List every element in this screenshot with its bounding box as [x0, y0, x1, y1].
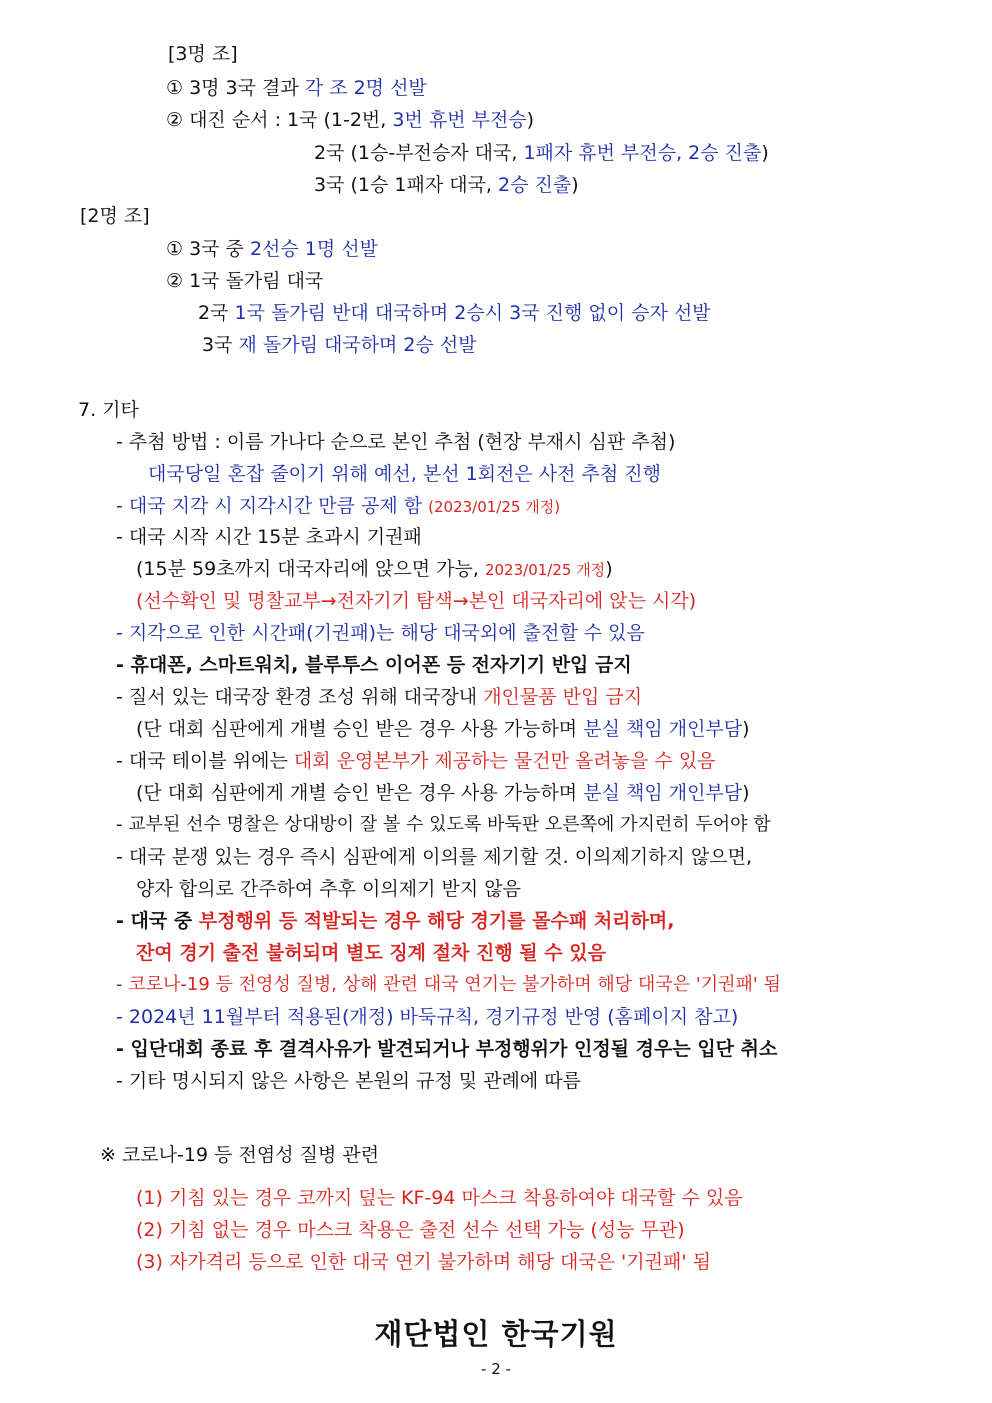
page-number: - 2 - [481, 1360, 511, 1378]
rule-dispute: - 대국 분쟁 있는 경우 즉시 심판에게 이의를 제기할 것. 이의제기하지 않으면, [116, 846, 752, 868]
rule-table-items-note: (단 대회 심판에게 개별 승인 받은 경우 사용 가능하며 분실 책임 개인부담) [136, 782, 750, 804]
rule-misconduct: - 대국 중 부정행위 등 적발되는 경우 해당 경기를 몰수패 처리하며, [116, 910, 675, 932]
rule-baduk-rules: - 2024년 11월부터 적용된(개정) 바둑규칙, 경기규정 반영 (홈페이지 참고) [116, 1006, 739, 1028]
group3-line3: 2국 (1승-부전승자 대국, 1패자 휴번 부전승, 2승 진출) [314, 142, 769, 164]
rule-personal-items-note: (단 대회 심판에게 개별 승인 받은 경우 사용 가능하며 분실 책임 개인부담) [136, 718, 750, 740]
rule-lottery: - 추첨 방법 : 이름 가나다 순으로 본인 추첨 (현장 부재시 심판 추첨) [116, 431, 676, 453]
covid-item-1: (1) 기침 있는 경우 코까지 덮는 KF-94 마스크 착용하여야 대국할 수 있음 [136, 1187, 743, 1209]
rule-table-items: - 대국 테이블 위에는 대회 운영본부가 제공하는 물건만 올려놓을 수 있음 [116, 750, 716, 772]
rule-misc: - 기타 명시되지 않은 사항은 본원의 규정 및 관례에 따름 [116, 1070, 582, 1092]
rule-forfeit-time: - 대국 시작 시간 15분 초과시 기권패 [116, 526, 422, 548]
rule-late-loss: - 지각으로 인한 시간패(기권패)는 해당 대국외에 출전할 수 있음 [116, 622, 645, 644]
group3-line2: ② 대진 순서 : 1국 (1-2번, 3번 휴번 부전승) [166, 109, 535, 131]
covid-section-title: ※ 코로나-19 등 전염성 질병 관련 [100, 1144, 380, 1166]
group3-line1: ① 3명 3국 결과 각 조 2명 선발 [166, 77, 427, 99]
rule-misconduct-note: 잔여 경기 출전 불허되며 별도 징계 절차 진행 될 수 있음 [136, 942, 606, 964]
rule-dispute-note: 양자 합의로 간주하여 추후 이의제기 받지 않음 [136, 878, 521, 900]
rule-forfeit-time-process: (선수확인 및 명찰교부→전자기기 탐색→본인 대국자리에 앉는 시각) [136, 590, 697, 612]
rule-late-deduction: - 대국 지각 시 지각시간 만큼 공제 함 (2023/01/25 개정) [116, 495, 561, 517]
rule-covid-postpone: - 코로나-19 등 전영성 질병, 상해 관련 대국 연기는 불가하며 해당 대국은 '기권패' 됨 [116, 974, 781, 995]
rule-forfeit-time-note: (15분 59초까지 대국자리에 앉으면 가능, 2023/01/25 개정) [136, 558, 613, 580]
group3-header: [3명 조] [168, 43, 238, 65]
group2-line2: ② 1국 돌가림 대국 [166, 270, 324, 292]
group2-line4: 3국 재 돌가림 대국하며 2승 선발 [202, 334, 477, 356]
rule-cancel-pro: - 입단대회 종료 후 결격사유가 발견되거나 부정행위가 인정될 경우는 입단 취소 [116, 1038, 778, 1060]
covid-item-2: (2) 기침 없는 경우 마스크 착용은 출전 선수 선택 가능 (성능 무관) [136, 1219, 685, 1241]
rule-electronics-ban: - 휴대폰, 스마트워치, 블루투스 이어폰 등 전자기기 반입 금지 [116, 654, 632, 676]
rule-lottery-note: 대국당일 혼잡 줄이기 위해 예선, 본선 1회전은 사전 추첨 진행 [148, 463, 661, 485]
rule-name-tag: - 교부된 선수 명찰은 상대방이 잘 볼 수 있도록 바둑판 오른쪽에 가지런히 두어야 함 [116, 814, 771, 835]
organization-name: 재단법인 한국기원 [374, 1317, 618, 1351]
group3-line4: 3국 (1승 1패자 대국, 2승 진출) [314, 174, 579, 196]
section-title-etc: 7. 기타 [78, 399, 139, 421]
group2-line3: 2국 1국 돌가림 반대 대국하며 2승시 3국 진행 없이 승자 선발 [198, 302, 711, 324]
group2-header: [2명 조] [80, 205, 150, 227]
covid-item-3: (3) 자가격리 등으로 인한 대국 연기 불가하며 해당 대국은 '기권패' 됨 [136, 1251, 711, 1273]
rule-personal-items: - 질서 있는 대국장 환경 조성 위해 대국장내 개인물품 반입 금지 [116, 686, 643, 708]
group2-line1: ① 3국 중 2선승 1명 선발 [166, 238, 378, 260]
